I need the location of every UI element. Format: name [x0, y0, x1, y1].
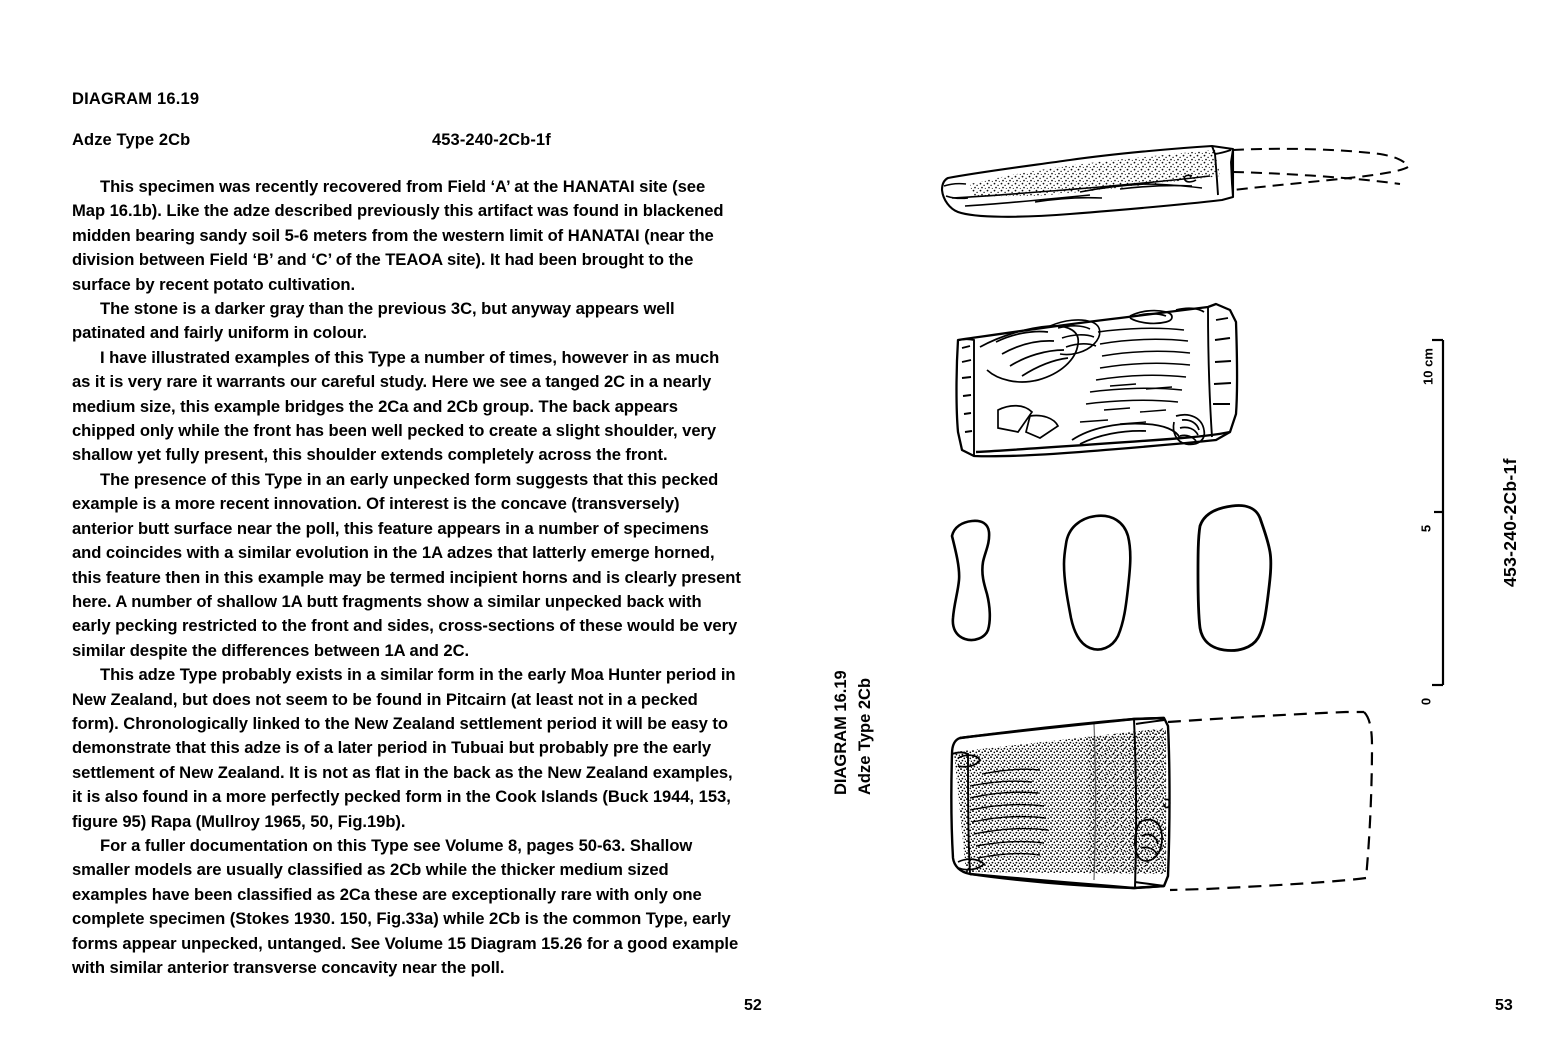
- plate-caption-type: Adze Type 2Cb: [856, 677, 874, 795]
- plate-caption: [829, 630, 889, 795]
- cross-section-large-shape: [1198, 506, 1271, 651]
- illustration-cross-sections: [938, 496, 1298, 671]
- specimen-id-label: 453-240-2Cb-1f: [432, 131, 551, 149]
- cross-section-mid-shape: [1064, 516, 1130, 650]
- scale-label-0: 0: [1418, 697, 1434, 706]
- body-paragraph: This specimen was recently recovered from Field ‘A’ at the HANATAI site (see Map 16.1b). Like the adze described previously this artifact was found in blackened midden bearing sandy soil 5-6 meters from the western limit of HANATAI (near the division between Field ‘B’ and ‘C’ of the TEAOA site). It had been brought to the surface by recent potato cultivation.: [72, 177, 724, 294]
- page-number-left: 52: [744, 997, 762, 1014]
- body-paragraph: The presence of this Type in an early unpecked form suggests that this pecked example is a more recent innovation. Of interest is the concave (transversely) anterior butt surface near the poll, this feature appears in a number of specimens and coincides with a similar evolution in the 1A adzes that latterly emerge horned, this feature then in this example may be termed incipient horns and is clearly present here. A number of shallow 1A butt fragments show a similar unpecked back with early pecking restricted to the front and sides, cross-sections of these would be very similar despite the differences between 1A and 2C.: [72, 469, 741, 660]
- diagram-number-heading: DIAGRAM 16.19: [72, 90, 200, 108]
- body-paragraph: I have illustrated examples of this Type a number of times, however in as much as it is very rare it warrants our careful study. Here we see a tanged 2C in a nearly medium size, this example bridges the 2Ca and 2Cb group. The back appears chipped only while the front has been well pecked to create a slight shoulder, very shallow yet fully present, this shoulder extends completely across the front.: [72, 347, 720, 465]
- illustration-side-profile-view: [930, 140, 1420, 250]
- body-paragraph: For a fuller documentation on this Type see Volume 8, pages 50-63. Shallow smaller models are usually classified as 2Cb while the thicker medium sized examples have been classified as 2Ca these are exceptionally rare with only one complete specimen (Stokes 1930. 150, Fig.33a) while 2Cb is the common Type, early forms appear unpecked, untanged. See Volume 15 Diagram 15.26 for a good example with similar anterior transverse concavity near the poll.: [72, 835, 739, 977]
- subheading-row: [72, 131, 632, 150]
- page-number-right: 53: [1495, 997, 1513, 1014]
- plate-caption-diagram-number: DIAGRAM 16.19: [832, 670, 850, 795]
- specimen-id-vertical-label: 453-240-2Cb-1f: [1500, 458, 1520, 587]
- illustration-plates: [930, 140, 1420, 910]
- illustration-back-face-view: [940, 292, 1270, 472]
- body-text-column: [72, 175, 742, 980]
- body-paragraph: The stone is a darker gray than the previous 3C, but anyway appears well patinated and fairly uniform in colour.: [72, 299, 675, 343]
- cross-section-small-shape: [952, 521, 990, 640]
- scale-label-10cm: 10 cm: [1420, 348, 1436, 385]
- adze-type-label: Adze Type 2Cb: [72, 131, 191, 149]
- scale-label-5: 5: [1418, 524, 1434, 533]
- body-paragraph: This adze Type probably exists in a similar form in the early Moa Hunter period in New Zealand, but does not seem to be found in Pitcairn (at least not in a pecked form). Chronologically linked to the New Zealand settlement period it will be easy to demonstrate that this adze is of a later period in Tubuai but probably pre the early settlement of New Zealand. It is not as flat in the back as the New Zealand examples, it is also found in a more perfectly pecked form in the Cook Islands (Buck 1944, 153, figure 95) Rapa (Mullroy 1965, 50, Fig.19b).: [72, 665, 736, 831]
- illustration-front-face-view: [936, 696, 1406, 906]
